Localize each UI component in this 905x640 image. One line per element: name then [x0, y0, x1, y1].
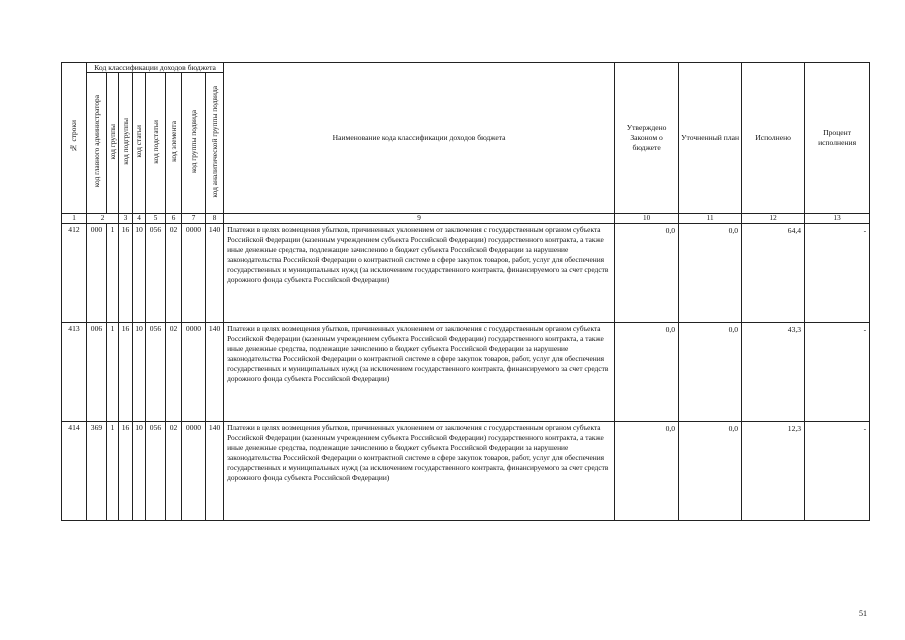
column-number: 2 [87, 214, 119, 224]
row-executed: 12,3 [742, 422, 805, 521]
header-code-analytic-group: код аналитической группы подвида [206, 73, 224, 214]
row-line-number: 412 [62, 224, 87, 323]
column-number: 5 [146, 214, 166, 224]
header-percent: Процент исполнения [805, 63, 870, 214]
row-name: Платежи в целях возмещения убытков, причиненных уклонением от заключения с государственным органом субъекта Российской Федерации (казенным учреждением субъекта Российской Федерации) государственного контракта, а также иные денежные средства, подлежащие зачислению в бюджет субъекта Российской Федерации за нарушение законодательства Российской Федерации о контрактной системе в сфере закупок товаров, работ, услуг для обеспечения государственных и муниципальных нужд (за исключением государственного контракта, финансируемого за счет средств дорожного фонда субъекта Российской Федерации) [224, 224, 615, 323]
column-number-row [62, 214, 870, 224]
column-number: 12 [742, 214, 805, 224]
row-code-subarticle: 056 [146, 323, 166, 422]
row-code-subgroup: 16 [119, 323, 133, 422]
row-code-admin: 369 [87, 422, 107, 521]
row-line-number: 413 [62, 323, 87, 422]
row-percent: - [805, 323, 870, 422]
row-percent: - [805, 224, 870, 323]
row-approved: 0,0 [615, 422, 679, 521]
row-code-group: 1 [107, 422, 119, 521]
row-revised: 0,0 [679, 224, 742, 323]
row-code-subtype-group: 0000 [182, 323, 206, 422]
row-code-group: 1 [107, 224, 119, 323]
row-code-element: 02 [166, 422, 182, 521]
column-number: 11 [679, 214, 742, 224]
header-approved: Утверждено Законом о бюджете [615, 63, 679, 214]
row-code-element: 02 [166, 224, 182, 323]
header-code-group: Код классификации доходов бюджета [87, 63, 224, 73]
column-number: 8 [206, 214, 224, 224]
row-code-subtype-group: 0000 [182, 224, 206, 323]
column-number: 9 [224, 214, 615, 224]
header-code-admin: код главного администратора [87, 73, 107, 214]
header-row-number [62, 63, 87, 214]
row-code-analytic-group: 140 [206, 422, 224, 521]
header-code-subgroup: код подгруппы [119, 73, 133, 214]
row-name: Платежи в целях возмещения убытков, причиненных уклонением от заключения с государственным органом субъекта Российской Федерации (казенным учреждением субъекта Российской Федерации) государственного контракта, а также иные денежные средства, подлежащие зачислению в бюджет субъекта Российской Федерации за нарушение законодательства Российской Федерации о контрактной системе в сфере закупок товаров, работ, услуг для обеспечения государственных и муниципальных нужд (за исключением государственного контракта, финансируемого за счет средств дорожного фонда субъекта Российской Федерации) [224, 323, 615, 422]
row-approved: 0,0 [615, 323, 679, 422]
row-code-subgroup: 16 [119, 224, 133, 323]
row-executed: 43,3 [742, 323, 805, 422]
row-code-subgroup: 16 [119, 422, 133, 521]
header-executed: Исполнено [742, 63, 805, 214]
table-row [62, 224, 870, 323]
header-row-number-label: № строки [69, 120, 79, 153]
row-revised: 0,0 [679, 323, 742, 422]
row-code-article: 10 [133, 323, 146, 422]
row-code-analytic-group: 140 [206, 224, 224, 323]
row-code-analytic-group: 140 [206, 323, 224, 422]
row-code-admin: 006 [87, 323, 107, 422]
header-code-group-col: код группы [107, 73, 119, 214]
column-number: 7 [182, 214, 206, 224]
row-code-subtype-group: 0000 [182, 422, 206, 521]
column-number: 10 [615, 214, 679, 224]
row-name: Платежи в целях возмещения убытков, причиненных уклонением от заключения с государственным органом субъекта Российской Федерации (казенным учреждением субъекта Российской Федерации) государственного контракта, а также иные денежные средства, подлежащие зачислению в бюджет субъекта Российской Федерации за нарушение законодательства Российской Федерации о контрактной системе в сфере закупок товаров, работ, услуг для обеспечения государственных и муниципальных нужд (за исключением государственного контракта, финансируемого за счет средств дорожного фонда субъекта Российской Федерации) [224, 422, 615, 521]
row-line-number: 414 [62, 422, 87, 521]
row-executed: 64,4 [742, 224, 805, 323]
column-number: 6 [166, 214, 182, 224]
column-number: 4 [133, 214, 146, 224]
row-percent: - [805, 422, 870, 521]
header-code-element: код элемента [166, 73, 182, 214]
table-row [62, 422, 870, 521]
row-code-group: 1 [107, 323, 119, 422]
header-name: Наименование кода классификации доходов бюджета [224, 63, 615, 214]
row-code-article: 10 [133, 422, 146, 521]
column-number: 3 [119, 214, 133, 224]
row-code-subarticle: 056 [146, 224, 166, 323]
row-revised: 0,0 [679, 422, 742, 521]
table-row [62, 323, 870, 422]
header-code-article: код статьи [133, 73, 146, 214]
row-approved: 0,0 [615, 224, 679, 323]
row-code-article: 10 [133, 224, 146, 323]
row-code-subarticle: 056 [146, 422, 166, 521]
row-code-element: 02 [166, 323, 182, 422]
header-code-subtype-group: код группы подвида [182, 73, 206, 214]
column-number: 13 [805, 214, 870, 224]
row-code-admin: 000 [87, 224, 107, 323]
header-code-subarticle: код подстатьи [146, 73, 166, 214]
column-number: 1 [62, 214, 87, 224]
page-number: 51 [859, 609, 867, 618]
header-revised: Уточненный план [679, 63, 742, 214]
budget-revenue-table [61, 62, 870, 521]
